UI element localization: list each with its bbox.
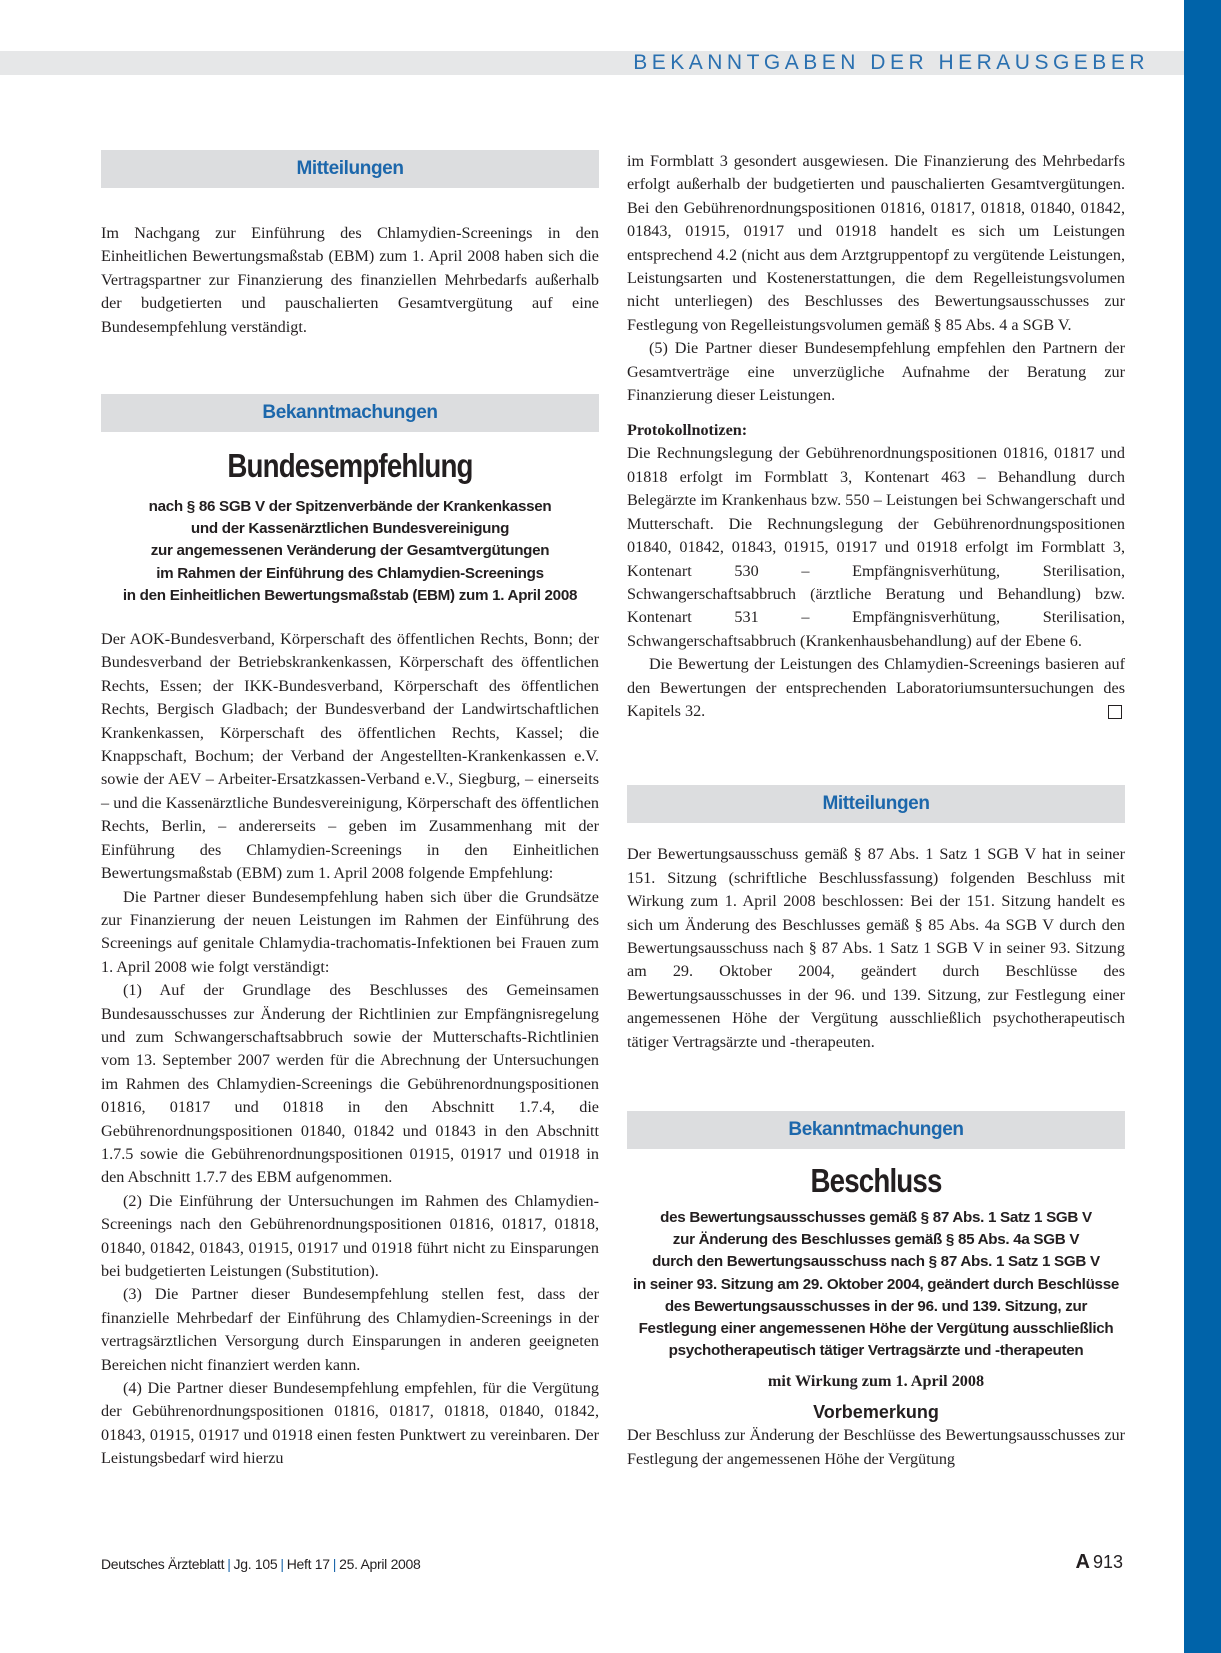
- subtitle-line: in seiner 93. Sitzung am 29. Oktober 2004, geändert durch Beschlüsse: [632, 1275, 1120, 1293]
- paragraph: Der AOK-Bundesverband, Körperschaft des öffentlichen Rechts, Bonn; der Bundesverband der Betriebskrankenkassen, Körperschaft des öffentlichen Rechts, Essen; der IKK-Bundesverband, Körperschaft des öffentlichen Rechts, Bergisch Gladbach; der Bundesverband der Landwirtschaftlichen Krankenkassen, Körperschaft des öffentlichen Rechts, Kassel; die Knappschaft, Bochum; der Verband der Angestellten-Krankenkassen e.V. sowie der AEV – Arbeiter-Ersatzkassen-Verband e.V., Siegburg, – einerseits – und die Kassenärztliche Bundesvereinigung, Körperschaft des öffentlichen Rechts, Berlin, – andererseits – geben im Zusammenhang mit der Einführung des Chlamydien-Screenings in den Einheitlichen Bewertungsmaßstab (EBM) zum 1. April 2008 folgende Empfehlung:: [101, 630, 599, 883]
- subtitle-line: im Rahmen der Einführung des Chlamydien-Screenings: [156, 564, 544, 582]
- protokoll-heading: Protokollnotizen:: [627, 421, 748, 440]
- paragraph: (3) Die Partner dieser Bundesempfehlung stellen fest, dass der finanzielle Mehrbedarf der Einführung des Chlamydien-Screenings in der vertragsärztlichen Versorgung durch Einsparungen in anderen geeigneten Bereichen nicht finanziert werden kann.: [101, 1285, 599, 1374]
- subtitle-line: und der Kassenärztlichen Bundesvereinigung: [190, 520, 510, 538]
- subtitle-line: Festlegung einer angemessenen Höhe der Vergütung ausschließlich: [638, 1320, 1114, 1338]
- document-subtitle: [101, 496, 599, 607]
- document-title: Bundesempfehlung: [227, 447, 473, 485]
- paragraph: (5) Die Partner dieser Bundesempfehlung empfehlen den Partnern der Gesamtverträge eine unverzügliche Aufnahme der Beratung zur Finanzierung dieser Leistungen.: [627, 339, 1125, 405]
- paragraph: Die Rechnungslegung der Gebührenordnungspositionen 01816, 01817 und 01818 erfolgt im Formblatt 3, Kontenart 463 – Behandlung durch Belegärzte im Krankenhaus bzw. 550 – Leistungen bei Schwangerschaft und Mutterschaft. Die Rechnungslegung der Gebührenordnungspositionen 01840, 01842, 01843, 01915, 01917 und 01918 erfolgt im Formblatt 3, Kontenart 530 – Empfängnisverhütung, Sterilisation, Schwangerschaftsabbruch (ärztliche Beratung und Behandlung) bzw. Kontenart 531 – Empfängnisverhütung, Sterilisation, Schwangerschaftsabbruch (Krankenhausbehandlung) auf der Ebene 6.: [627, 444, 1125, 650]
- document-title: Beschluss: [810, 1162, 942, 1199]
- paragraph: (4) Die Partner dieser Bundesempfehlung empfehlen, für die Vergütung der Gebührenordnungspositionen 01816, 01817, 01818, 01840, 01842, 01843, 01915, 01917 und 01918 einen festen Punktwert zu vereinbaren. Der Leistungsbedarf wird hierzu: [101, 1379, 599, 1468]
- mitteilungen-text: Im Nachgang zur Einführung des Chlamydien-Screenings in den Einheitlichen Bewertungsmaßstab (EBM) zum 1. April 2008 haben sich die Vertragspartner zur Finanzierung des finanziellen Mehrbedarfs außerhalb der budgetierten und pauschalierten Gesamtvergütung auf eine Bundesempfehlung verständigt.: [101, 224, 599, 336]
- paragraph-text: Die Bewertung der Leistungen des Chlamydien-Screenings basieren auf den Bewertungen der entsprechenden Laboratoriumsuntersuchungen des Kapitels 32.: [627, 655, 1125, 720]
- footer-separator: |: [280, 1556, 284, 1572]
- left-column: [101, 150, 599, 1471]
- footer-journal: Deutsches Ärzteblatt: [101, 1556, 225, 1572]
- paragraph: im Formblatt 3 gesondert ausgewiesen. Die Finanzierung des Mehrbedarfs erfolgt außerhalb der budgetierten und pauschalierten Gesamtvergütungen. Bei den Gebührenordnungspositionen 01816, 01817, 01818, 01840, 01842, 01843, 01915, 01917 und 01918 handelt es sich um Leistungen entsprechend 4.2 (nicht aus dem Arztgruppentopf zu vergütende Leistungen, Leistungsarten und Kostenerstattungen, die dem Regelleistungsvolumen nicht unterliegen) des Beschlusses des Bewertungsausschusses zur Festlegung von Regelleistungsvolumen gemäß § 85 Abs. 4 a SGB V.: [627, 152, 1125, 334]
- subtitle-line: psychotherapeutisch tätiger Vertragsärzte und -therapeuten: [668, 1342, 1084, 1360]
- footer-separator: |: [227, 1556, 231, 1572]
- subtitle-line: nach § 86 SGB V der Spitzenverbände der Krankenkassen: [148, 498, 552, 516]
- body-text: [101, 628, 599, 1471]
- page-prefix: A: [1075, 1551, 1090, 1573]
- footer-date: 25. April 2008: [339, 1556, 421, 1572]
- subtitle-line: durch den Bewertungsausschuss nach § 87 Abs. 1 Satz 1 SGB V: [652, 1253, 1100, 1271]
- side-color-bar: [1184, 0, 1221, 1653]
- paragraph: Die Partner dieser Bundesempfehlung haben sich über die Grundsätze zur Finanzierung der neuen Leistungen im Rahmen der Einführung des Screenings auf genitale Chlamydia-trachomatis-Infektionen bei Frauen zum 1. April 2008 wie folgt verständigt:: [101, 887, 599, 976]
- subtitle-line: des Bewertungsausschusses in der 96. und 139. Sitzung, zur: [664, 1297, 1088, 1315]
- bekanntmachungen-heading: Bekanntmachungen: [627, 1111, 1125, 1149]
- effective-date: mit Wirkung zum 1. April 2008: [767, 1372, 985, 1391]
- page-number-value: 913: [1092, 1552, 1123, 1572]
- end-mark-icon: [1108, 705, 1122, 719]
- subtitle-line: zur Änderung des Beschlusses gemäß § 85 Abs. 4a SGB V: [672, 1231, 1080, 1249]
- footer: [101, 1556, 421, 1572]
- mitteilungen-heading: Mitteilungen: [627, 785, 1125, 823]
- section-header: BEKANNTGABEN DER HERAUSGEBER: [633, 51, 1149, 74]
- subtitle-line: in den Einheitlichen Bewertungsmaßstab (EBM) zum 1. April 2008: [122, 586, 578, 604]
- bekanntmachungen-heading: Bekanntmachungen: [101, 394, 599, 432]
- subtitle-line: des Bewertungsausschusses gemäß § 87 Abs. 1 Satz 1 SGB V: [660, 1209, 1092, 1226]
- paragraph: (1) Auf der Grundlage des Beschlusses des Gemeinsamen Bundesausschusses zur Änderung der Richtlinien zur Empfängnisregelung und zum Schwangerschaftsabbruch sowie der Mutterschafts-Richtlinien vom 13. September 2007 werden für die Abrechnung der Untersuchungen im Rahmen des Chlamydien-Screenings die Gebührenordnungspositionen 01816, 01817 und 01818 in den Abschnitt 1.7.4, die Gebührenordnungspositionen 01840, 01842 und 01843 in den Abschnitt 1.7.5 sowie die Gebührenordnungspositionen 01915, 01917 und 01918 in den Abschnitt 1.7.7 des EBM aufgenommen.: [101, 981, 599, 1187]
- right-column: [627, 150, 1125, 1471]
- vorbemerkung-text: Der Beschluss zur Änderung der Beschlüsse des Bewertungsausschusses zur Festlegung der angemessenen Höhe der Vergütung: [627, 1426, 1125, 1468]
- paragraph: (2) Die Einführung der Untersuchungen im Rahmen des Chlamydien-Screenings nach den Gebührenordnungspositionen 01816, 01817, 01818, 01840, 01842, 01843, 01915, 01917 und 01918 führt nicht zu Einsparungen bei budgetierten Leistungen (Substitution).: [101, 1191, 599, 1281]
- mitteilungen-text: Der Bewertungsausschuss gemäß § 87 Abs. 1 Satz 1 SGB V hat in seiner 151. Sitzung (schriftliche Beschlussfassung) folgenden Beschluss mit Wirkung zum 1. April 2008 beschlossen: Bei der 151. Sitzung handelt es sich um Änderung des Beschlusses gemäß § 85 Abs. 4a SGB V durch den Bewertungsausschuss nach § 87 Abs. 1 Satz 1 SGB V in seiner 93. Sitzung am 29. Oktober 2004, geändert durch Beschlüsse des Bewertungsausschusses in der 96. und 139. Sitzung, zur Festlegung einer angemessenen Höhe der Vergütung ausschließlich psychotherapeutisch tätiger Vertragsärzte und -therapeuten.: [627, 845, 1125, 1051]
- footer-issue: Heft 17: [286, 1556, 330, 1572]
- mitteilungen-heading: Mitteilungen: [101, 150, 599, 188]
- document-subtitle: [627, 1207, 1125, 1362]
- paragraph: [627, 653, 1125, 723]
- subtitle-line: zur angemessenen Veränderung der Gesamtvergütungen: [150, 542, 550, 560]
- footer-volume: Jg. 105: [233, 1556, 278, 1572]
- page-number: [1076, 1551, 1124, 1574]
- vorbemerkung-heading: Vorbemerkung: [813, 1402, 939, 1423]
- footer-separator: |: [332, 1556, 337, 1572]
